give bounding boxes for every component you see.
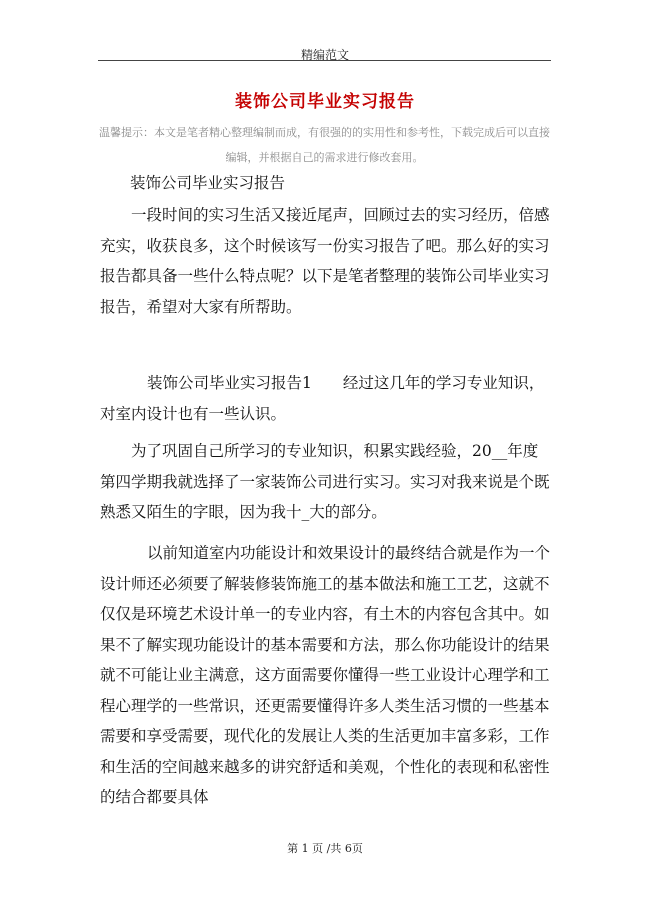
- paragraph-internship: 为了巩固自己所学习的专业知识，积累实践经验，20__年度第四学期我就选择了一家装饰公司进行实习。实习对我来说是个既熟悉又陌生的字眼，因为我十_大的部分。: [100, 442, 550, 521]
- document-subtitle: 装饰公司毕业实习报告: [130, 174, 286, 192]
- tip-notice: 温馨提示：本文是笔者精心整理编制而成，有很强的的实用性和参考性，下载完成后可以直接编辑，并根据自己的需求进行修改套用。: [99, 126, 550, 164]
- header-divider: [98, 60, 551, 61]
- page-footer: 第 1 页 /共 6页: [287, 842, 363, 855]
- document-title: 装饰公司毕业实习报告: [235, 92, 415, 112]
- paragraph-design: 以前知道室内功能设计和效果设计的最终结合就是作为一个设计师还必须要了解装修装饰施工的基本做法和施工工艺，这就不仅仅是环境艺术设计单一的专业内容，有土木的内容包含其中。如果不了解实现功能设计的基本需要和方法，那么你功能设计的结果就不可能让业主满意，这方面需要你懂得一些工业设计心理学和工程心理学的一些常识，还更需要懂得许多人类生活习惯的一些基本需要和享受需要，现代化的发展让人类的生活更加丰富多彩，工作和生活的空间越来越多的讲究舒适和美观，个性化的表现和私密性的结合都要具体: [100, 544, 551, 806]
- paragraph-report-heading: 装饰公司毕业实习报告1 经过这几年的学习专业知识，对室内设计也有一些认识。: [100, 374, 545, 423]
- paragraph-intro: 一段时间的实习生活又接近尾声，回顾过去的实习经历，倍感充实，收获良多，这个时候该写一份实习报告了吧。那么好的实习报告都具备一些什么特点呢？以下是笔者整理的装饰公司毕业实习报告，希望对大家有所帮助。: [100, 206, 550, 316]
- page-header: 精编范文: [300, 48, 349, 62]
